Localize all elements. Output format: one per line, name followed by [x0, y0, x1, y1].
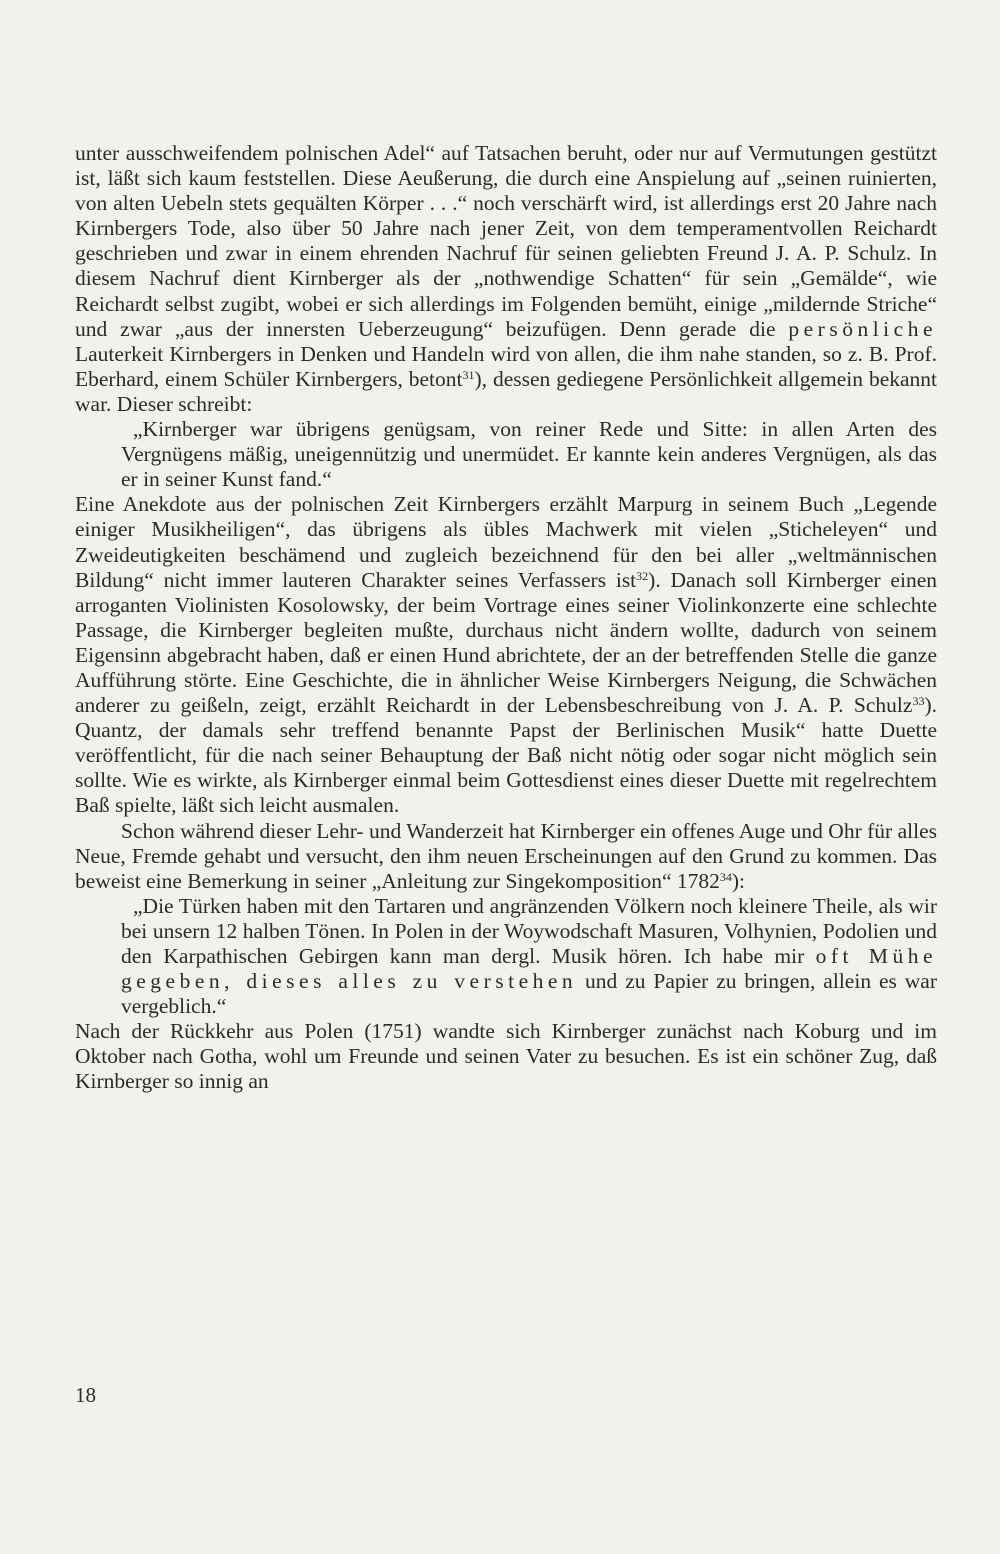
paragraph-2	[75, 492, 937, 818]
footnote-ref-33: 33	[912, 694, 925, 709]
text-run: ). Quantz, der damals sehr treffend benannte Papst der Berlinischen Musik“ hatte Duette veröffentlicht, für die nach seiner Behauptung der Baß nicht nötig oder sogar nicht möglich sein sollte. Wie es wirkte, als Kirnberger einmal beim Gottesdienst eines dieser Duette mit regelrechtem Baß spielte, läßt sich leicht ausmalen.	[75, 693, 937, 818]
page-body	[75, 141, 937, 1095]
paragraph-1	[75, 141, 937, 417]
text-run: ):	[731, 868, 746, 893]
text-run: ), dessen gediegene Persönlichkeit allgemein bekannt war. Dieser schreibt:	[75, 366, 938, 416]
paragraph-4	[75, 1019, 937, 1094]
text-run: Nach der Rückkehr aus Polen (1751) wandte sich Kirnberger zunächst nach Koburg und im Oktober nach Gotha, wohl um Freunde und seinen Vater zu besuchen. Es ist ein schöner Zug, daß Kirnberger so innig an	[75, 1019, 937, 1094]
footnote-ref-32: 32	[636, 568, 649, 583]
emphasis-spaced: oft Mühe gegeben, dieses alles zu verstehen	[121, 944, 937, 994]
text-run: „Kirnberger war übrigens genügsam, von reiner Rede und Sitte: in allen Arten des Vergnügens mäßig, uneigennützig und unermüdet. Er kannte kein anderes Vergnügen, als das er in seiner Kunst fand.“	[121, 417, 937, 492]
text-run: ). Danach soll Kirnberger einen arroganten Violinisten Kosolowsky, der beim Vortrage eines seiner Violinkonzerte eine schlechte Passage, die Kirnberger begleiten mußte, durchaus nicht ändern wollte, dadurch von seinem Eigensinn abgebracht haben, daß er einen Hund abrichtete, der an der betreffenden Stelle die ganze Aufführung störte. Eine Geschichte, die in ähnlicher Weise Kirnbergers Neigung, die Schwächen anderer zu geißeln, zeigt, erzählt Reichardt in der Lebensbeschreibung von J. A. P. Schulz	[75, 567, 937, 718]
emphasis-spaced: persönliche	[788, 316, 937, 341]
text-run: Schon während dieser Lehr- und Wanderzeit hat Kirnberger ein offenes Auge und Ohr für alles Neue, Fremde gehabt und versucht, den ihm neuen Erscheinungen auf den Grund zu kommen. Das beweist eine Bemerkung in seiner „Anleitung zur Singekomposition“ 1782	[75, 818, 937, 893]
text-run: „Die Türken haben mit den Tartaren und angränzenden Völkern noch kleinere Theile, als wir bei unsern 12 halben Tönen. In Polen in der Woywodschaft Masuren, Volhynien, Podolien und den Karpathischen Gebirgen kann man dergl. Musik hören. Ich habe mir	[121, 893, 937, 968]
text-run: Lauterkeit Kirnbergers in Denken und Handeln wird von allen, die ihm nahe standen, so z. B. Prof. Eberhard, einem Schüler Kirnbergers, betont	[75, 341, 937, 391]
footnote-ref-31: 31	[462, 367, 475, 382]
text-run: Eine Anekdote aus der polnischen Zeit Kirnbergers erzählt Marpurg in seinem Buch „Legende einiger Musikheiligen“, das übrigens als übles Machwerk mit vielen „Sticheleyen“ und Zweideutigkeiten beschämend und zugleich bezeichnend für den bei aller „weltmännischen Bildung“ nicht immer lauteren Charakter seines Verfassers ist	[75, 492, 937, 592]
text-run: und zu Papier zu bringen, allein es war vergeblich.“	[121, 969, 937, 1019]
text-run: unter ausschweifendem polnischen Adel“ auf Tatsachen beruht, oder nur auf Vermutungen gestützt ist, läßt sich kaum feststellen. Diese Aeußerung, die durch eine Anspielung auf „seinen ruinierten, von alten Uebeln stets gequälten Körper . . .“ noch verschärft wird, ist allerdings erst 20 Jahre nach Kirnbergers Tode, also über 50 Jahre nach jener Zeit, von dem temperamentvollen Reichardt geschrieben und zwar in einem ehrenden Nachruf für seinen geliebten Freund J. A. P. Schulz. In diesem Nachruf dient Kirnberger als der „nothwendige Schatten“ für sein „Gemälde“, wie Reichardt selbst zugibt, wobei er sich allerdings im Folgenden bemüht, einige „mildernde Striche“ und zwar „aus der innersten Ueberzeugung“ beizufügen. Denn gerade die	[75, 141, 937, 341]
footnote-ref-34: 34	[719, 869, 732, 884]
quote-kirnberger	[121, 894, 937, 1019]
paragraph-3	[75, 819, 937, 894]
page-number: 18	[75, 1383, 96, 1407]
quote-eberhard	[121, 417, 937, 492]
